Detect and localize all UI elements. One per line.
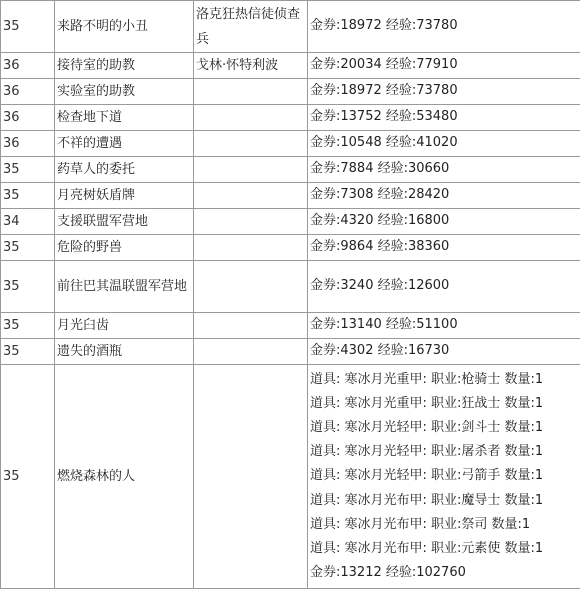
quest-name-cell: 月光臼齿	[55, 313, 194, 339]
reward-cell	[308, 79, 580, 105]
reward-cell	[308, 183, 580, 209]
level-cell: 35	[1, 183, 55, 209]
reward-line: 金券:18972 经验:73780	[310, 18, 458, 34]
reward-line: 金券:10548 经验:41020	[310, 135, 458, 151]
reward-line: 金券:4302 经验:16730	[310, 343, 450, 359]
npc-cell	[194, 261, 308, 313]
npc-cell	[194, 183, 308, 209]
table-row	[1, 157, 580, 183]
quest-name-cell: 危险的野兽	[55, 235, 194, 261]
reward-line: 道具: 寒冰月光轻甲: 职业:屠杀者 数量:1	[310, 444, 544, 460]
level-cell: 35	[1, 235, 55, 261]
table-row	[1, 53, 580, 79]
reward-line: 金券:3240 经验:12600	[310, 278, 450, 294]
table-row	[1, 235, 580, 261]
table-row	[1, 339, 580, 365]
reward-cell	[308, 365, 580, 589]
quest-name-cell: 前往巴其温联盟军营地	[55, 261, 194, 313]
reward-line: 金券:7308 经验:28420	[310, 187, 450, 203]
level-cell: 35	[1, 365, 55, 589]
quest-name-cell: 接待室的助教	[55, 53, 194, 79]
reward-cell	[308, 261, 580, 313]
reward-line: 金券:20034 经验:77910	[310, 57, 458, 73]
reward-cell	[308, 209, 580, 235]
table-row	[1, 365, 580, 589]
level-cell: 35	[1, 339, 55, 365]
npc-cell	[194, 79, 308, 105]
level-cell: 35	[1, 157, 55, 183]
quest-name-cell: 支援联盟军营地	[55, 209, 194, 235]
reward-line: 道具: 寒冰月光布甲: 职业:元素使 数量:1	[310, 541, 544, 556]
quest-table-body	[1, 1, 580, 589]
reward-line: 金券:4320 经验:16800	[310, 213, 450, 229]
reward-cell	[308, 157, 580, 183]
npc-cell	[194, 157, 308, 183]
quest-name-cell: 遗失的酒瓶	[55, 339, 194, 365]
reward-line: 金券:13140 经验:51100	[310, 317, 458, 333]
quest-name-cell: 检查地下道	[55, 105, 194, 131]
reward-cell	[308, 105, 580, 131]
reward-line: 金券:13752 经验:53480	[310, 109, 458, 125]
npc-cell	[194, 339, 308, 365]
table-row	[1, 209, 580, 235]
level-cell: 36	[1, 53, 55, 79]
reward-line: 道具: 寒冰月光重甲: 职业:狂战士 数量:1	[310, 395, 544, 411]
reward-cell	[308, 313, 580, 339]
level-cell: 36	[1, 131, 55, 157]
quest-name-cell: 月亮树妖盾牌	[55, 183, 194, 209]
npc-cell	[194, 209, 308, 235]
table-row	[1, 1, 580, 53]
table-row	[1, 79, 580, 105]
quest-name-cell: 药草人的委托	[55, 157, 194, 183]
reward-line: 金券:9864 经验:38360	[310, 239, 450, 255]
quest-name-cell: 来路不明的小丑	[55, 1, 194, 53]
reward-line: 金券:13212 经验:102760	[310, 565, 466, 581]
table-row	[1, 261, 580, 313]
reward-cell	[308, 53, 580, 79]
reward-cell	[308, 339, 580, 365]
reward-line: 金券:18972 经验:73780	[310, 83, 458, 99]
reward-line: 道具: 寒冰月光轻甲: 职业:弓箭手 数量:1	[310, 468, 544, 484]
level-cell: 35	[1, 1, 55, 53]
npc-cell	[194, 105, 308, 131]
table-row	[1, 183, 580, 209]
table-row	[1, 313, 580, 339]
reward-cell	[308, 1, 580, 53]
table-row	[1, 105, 580, 131]
level-cell: 34	[1, 209, 55, 235]
level-cell: 36	[1, 79, 55, 105]
reward-cell	[308, 131, 580, 157]
quest-name-cell: 燃烧森林的人	[55, 365, 194, 589]
level-cell: 35	[1, 313, 55, 339]
level-cell: 36	[1, 105, 55, 131]
npc-cell	[194, 313, 308, 339]
reward-cell	[308, 235, 580, 261]
npc-cell: 洛克狂热信徒侦查兵	[194, 1, 308, 53]
reward-line: 道具: 寒冰月光轻甲: 职业:剑斗士 数量:1	[310, 419, 544, 435]
quest-name-cell: 实验室的助教	[55, 79, 194, 105]
reward-line: 道具: 寒冰月光重甲: 职业:枪骑士 数量:1	[310, 371, 544, 387]
reward-line: 金券:7884 经验:30660	[310, 161, 450, 177]
npc-cell	[194, 131, 308, 157]
table-row	[1, 131, 580, 157]
level-cell: 35	[1, 261, 55, 313]
npc-cell	[194, 235, 308, 261]
quest-name-cell: 不祥的遭遇	[55, 131, 194, 157]
reward-line: 道具: 寒冰月光布甲: 职业:祭司 数量:1	[310, 516, 531, 532]
npc-cell: 戈林·怀特利波	[194, 53, 308, 79]
npc-cell	[194, 365, 308, 589]
reward-line: 道具: 寒冰月光布甲: 职业:魔导士 数量:1	[310, 492, 544, 508]
